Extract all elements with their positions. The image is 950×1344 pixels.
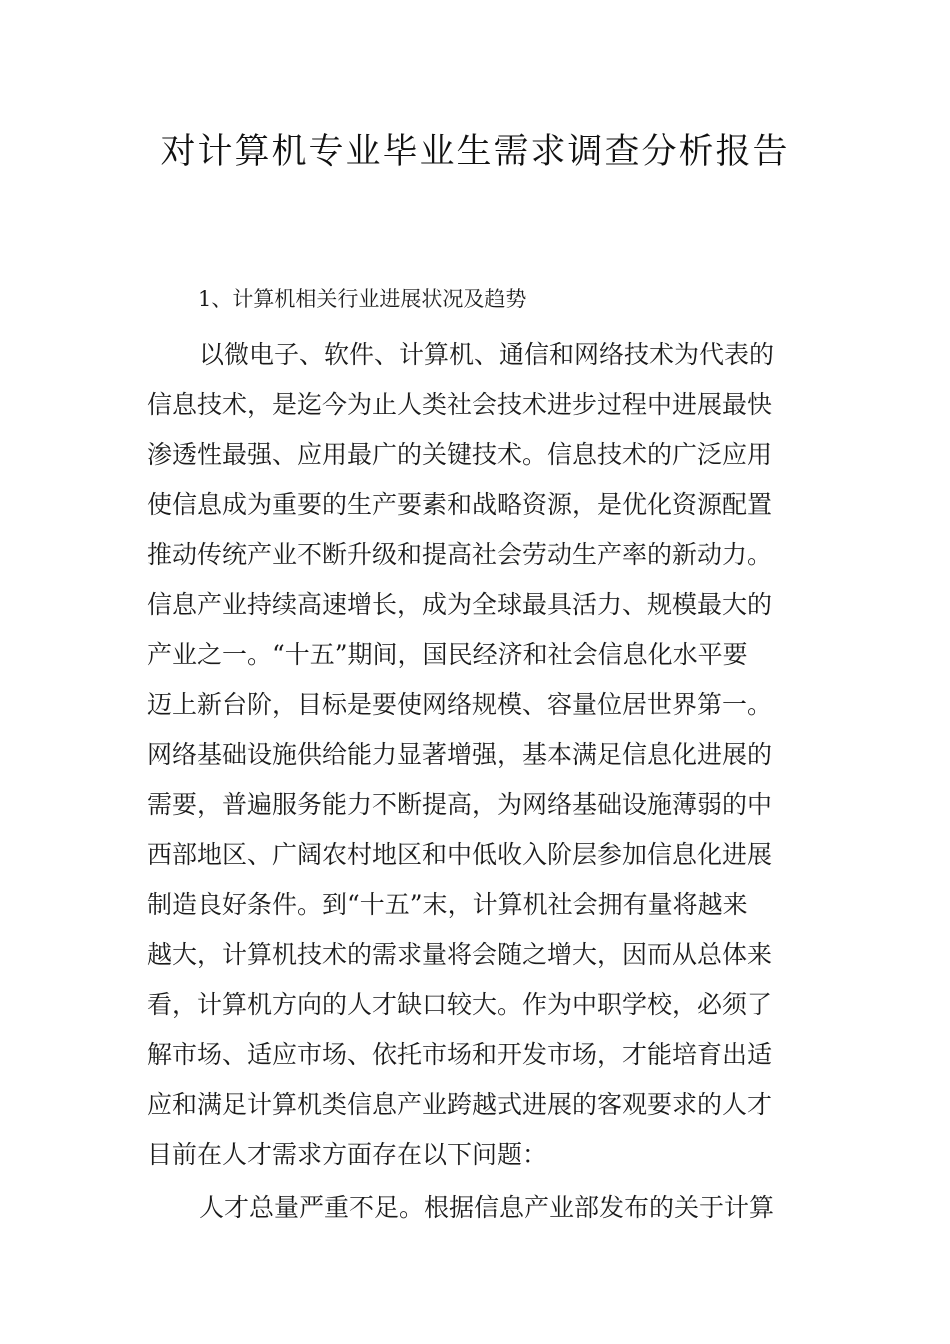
text-line: 信息产业持续高速增长，成为全球最具活力、规模最大的	[147, 590, 773, 619]
text-line: 网络基础设施供给能力显著增强，基本满足信息化进展的	[147, 740, 773, 769]
text-line: 信息技术，是迄今为止人类社会技术进步过程中进展最快	[147, 390, 773, 419]
text-line: 西部地区、广阔农村地区和中低收入阶层参加信息化进展	[147, 840, 773, 869]
text-line: 需要，普遍服务能力不断提高，为网络基础设施薄弱的中	[147, 790, 773, 819]
paragraph-1	[147, 330, 817, 1180]
text-line: 制造良好条件。到“十五”末，计算机社会拥有量将越来	[147, 890, 748, 919]
text-line: 产业之一。“十五”期间，国民经济和社会信息化水平要	[147, 640, 748, 669]
text-line: 人才总量严重不足。根据信息产业部发布的关于计算	[199, 1193, 775, 1222]
text-line: 目前在人才需求方面存在以下问题：	[147, 1140, 548, 1169]
text-line: 渗透性最强、应用最广的关键技术。信息技术的广泛应用	[147, 440, 773, 469]
paragraph-2	[147, 1183, 817, 1233]
text-line: 迈上新台阶，目标是要使网络规模、容量位居世界第一。	[147, 690, 773, 719]
text-line: 应和满足计算机类信息产业跨越式进展的客观要求的人才	[147, 1090, 773, 1119]
text-line: 推动传统产业不断升级和提高社会劳动生产率的新动力。	[147, 540, 773, 569]
document-title: 对计算机专业毕业生需求调查分析报告	[160, 132, 790, 172]
document-body	[147, 330, 817, 1233]
text-line: 解市场、适应市场、依托市场和开发市场，才能培育出适	[147, 1040, 773, 1069]
text-line: 使信息成为重要的生产要素和战略资源，是优化资源配置	[147, 490, 773, 519]
text-line: 看，计算机方向的人才缺口较大。作为中职学校，必须了	[147, 990, 773, 1019]
section-heading: 1、计算机相关行业进展状况及趋势	[198, 287, 527, 311]
text-line: 以微电子、软件、计算机、通信和网络技术为代表的	[199, 340, 775, 369]
text-line: 越大，计算机技术的需求量将会随之增大，因而从总体来	[147, 940, 773, 969]
